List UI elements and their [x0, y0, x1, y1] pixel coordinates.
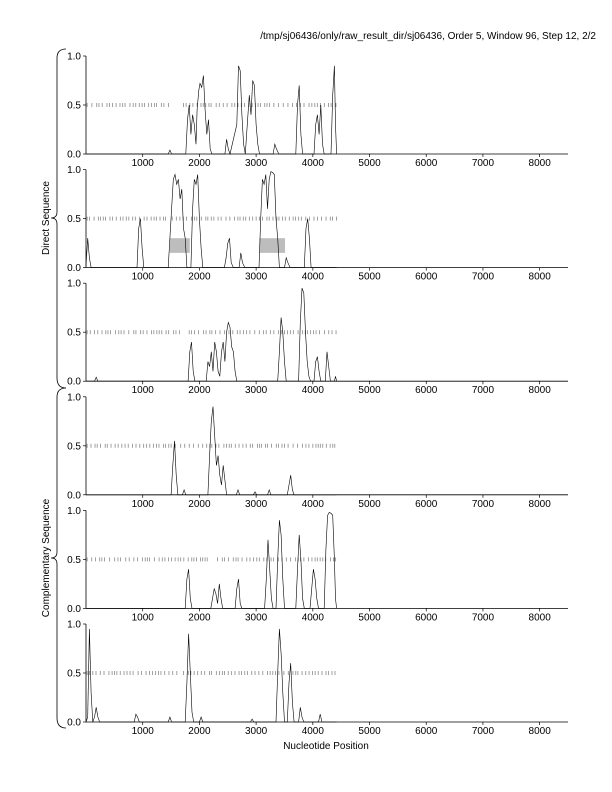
- series-line: [86, 407, 337, 495]
- panel-1: [67, 52, 568, 170]
- x-tick-label: 6000: [415, 498, 438, 510]
- x-tick-label: 5000: [358, 726, 381, 737]
- y-tick-label: 0.5: [67, 668, 81, 680]
- x-tick-label: 4000: [301, 158, 324, 169]
- x-tick-label: 6000: [415, 158, 438, 169]
- rug-marks: [87, 671, 335, 675]
- x-tick-label: 6000: [415, 612, 438, 624]
- x-tick-label: 1000: [131, 498, 154, 510]
- y-tick-label: 0.0: [67, 149, 81, 161]
- y-tick-label: 0.5: [67, 554, 81, 566]
- x-tick-label: 2000: [188, 158, 211, 169]
- x-tick-label: 8000: [528, 271, 551, 283]
- x-tick-label: 1000: [131, 271, 154, 283]
- x-tick-label: 2000: [188, 271, 211, 283]
- x-tick-label: 6000: [415, 726, 438, 737]
- y-tick-label: 0.5: [67, 327, 81, 339]
- y-tick-label: 0.5: [67, 441, 81, 453]
- x-tick-label: 2000: [188, 385, 211, 397]
- x-tick-label: 6000: [415, 385, 438, 397]
- panel-6: [67, 620, 568, 738]
- group-brace-direct: [51, 49, 66, 388]
- x-tick-label: 5000: [358, 158, 381, 169]
- x-tick-label: 2000: [188, 612, 211, 624]
- rug-marks: [87, 103, 336, 107]
- x-tick-label: 4000: [301, 612, 324, 624]
- x-tick-label: 3000: [244, 385, 268, 397]
- group-brace-complementary: [51, 388, 66, 728]
- y-tick-label: 1.0: [67, 505, 81, 517]
- y-tick-label: 0.0: [67, 717, 81, 729]
- highlight-band: [260, 238, 286, 253]
- rug-marks: [87, 444, 335, 448]
- x-tick-label: 7000: [471, 158, 495, 169]
- panel-5: [67, 506, 568, 624]
- series-line: [86, 512, 337, 608]
- x-tick-label: 3000: [244, 498, 268, 510]
- x-tick-label: 3000: [244, 271, 268, 283]
- x-tick-label: 8000: [528, 498, 551, 510]
- x-tick-label: 8000: [528, 612, 551, 624]
- rug-marks: [87, 330, 336, 334]
- rug-marks: [87, 217, 336, 221]
- y-tick-label: 0.0: [67, 603, 81, 615]
- y-tick-label: 0.5: [67, 100, 81, 112]
- x-tick-label: 3000: [244, 726, 268, 737]
- x-tick-label: 1000: [131, 385, 154, 397]
- series-line: [86, 288, 337, 381]
- x-tick-label: 6000: [415, 271, 438, 283]
- group-label-direct: Direct Sequence: [41, 181, 52, 255]
- x-axis-label: Nucleotide Position: [283, 741, 369, 752]
- x-tick-label: 8000: [528, 726, 551, 737]
- panels: [67, 52, 568, 738]
- y-tick-label: 1.0: [67, 392, 81, 404]
- x-tick-label: 5000: [358, 271, 381, 283]
- y-tick-label: 0.0: [67, 490, 81, 502]
- x-tick-label: 4000: [301, 498, 324, 510]
- x-tick-label: 4000: [301, 726, 324, 737]
- x-tick-label: 2000: [188, 498, 211, 510]
- x-tick-label: 7000: [471, 612, 495, 624]
- chart-title: /tmp/sj06436/only/raw_result_dir/sj06436, Order 5, Window 96, Step 12, 2/2: [260, 31, 596, 42]
- x-tick-label: 4000: [301, 271, 324, 283]
- x-tick-label: 5000: [358, 498, 381, 510]
- y-tick-label: 1.0: [67, 165, 81, 177]
- series-line: [86, 66, 337, 154]
- x-tick-label: 7000: [471, 498, 495, 510]
- x-tick-label: 7000: [471, 385, 495, 397]
- y-tick-label: 1.0: [67, 51, 81, 63]
- panel-4: [67, 392, 568, 510]
- y-tick-label: 1.0: [67, 619, 81, 631]
- y-tick-label: 1.0: [67, 278, 81, 290]
- x-tick-label: 8000: [528, 385, 551, 397]
- x-tick-label: 8000: [528, 158, 551, 169]
- x-tick-label: 7000: [471, 271, 495, 283]
- x-tick-label: 3000: [244, 612, 268, 624]
- x-tick-label: 5000: [358, 612, 381, 624]
- x-tick-label: 7000: [471, 726, 495, 737]
- group-label-complementary: Complementary Sequence: [41, 498, 52, 618]
- x-tick-label: 4000: [301, 385, 324, 397]
- y-tick-label: 0.0: [67, 376, 81, 388]
- highlight-band: [170, 238, 190, 253]
- series-line: [86, 629, 337, 722]
- x-tick-label: 2000: [188, 726, 211, 737]
- panel-3: [67, 279, 568, 397]
- rug-marks: [87, 557, 336, 561]
- y-tick-label: 0.5: [67, 214, 81, 226]
- x-tick-label: 5000: [358, 385, 381, 397]
- x-tick-label: 3000: [244, 158, 268, 169]
- x-tick-label: 1000: [131, 158, 154, 169]
- panel-2: [67, 165, 568, 283]
- x-tick-label: 1000: [131, 726, 154, 737]
- y-tick-label: 0.0: [67, 263, 81, 275]
- x-tick-label: 1000: [131, 612, 154, 624]
